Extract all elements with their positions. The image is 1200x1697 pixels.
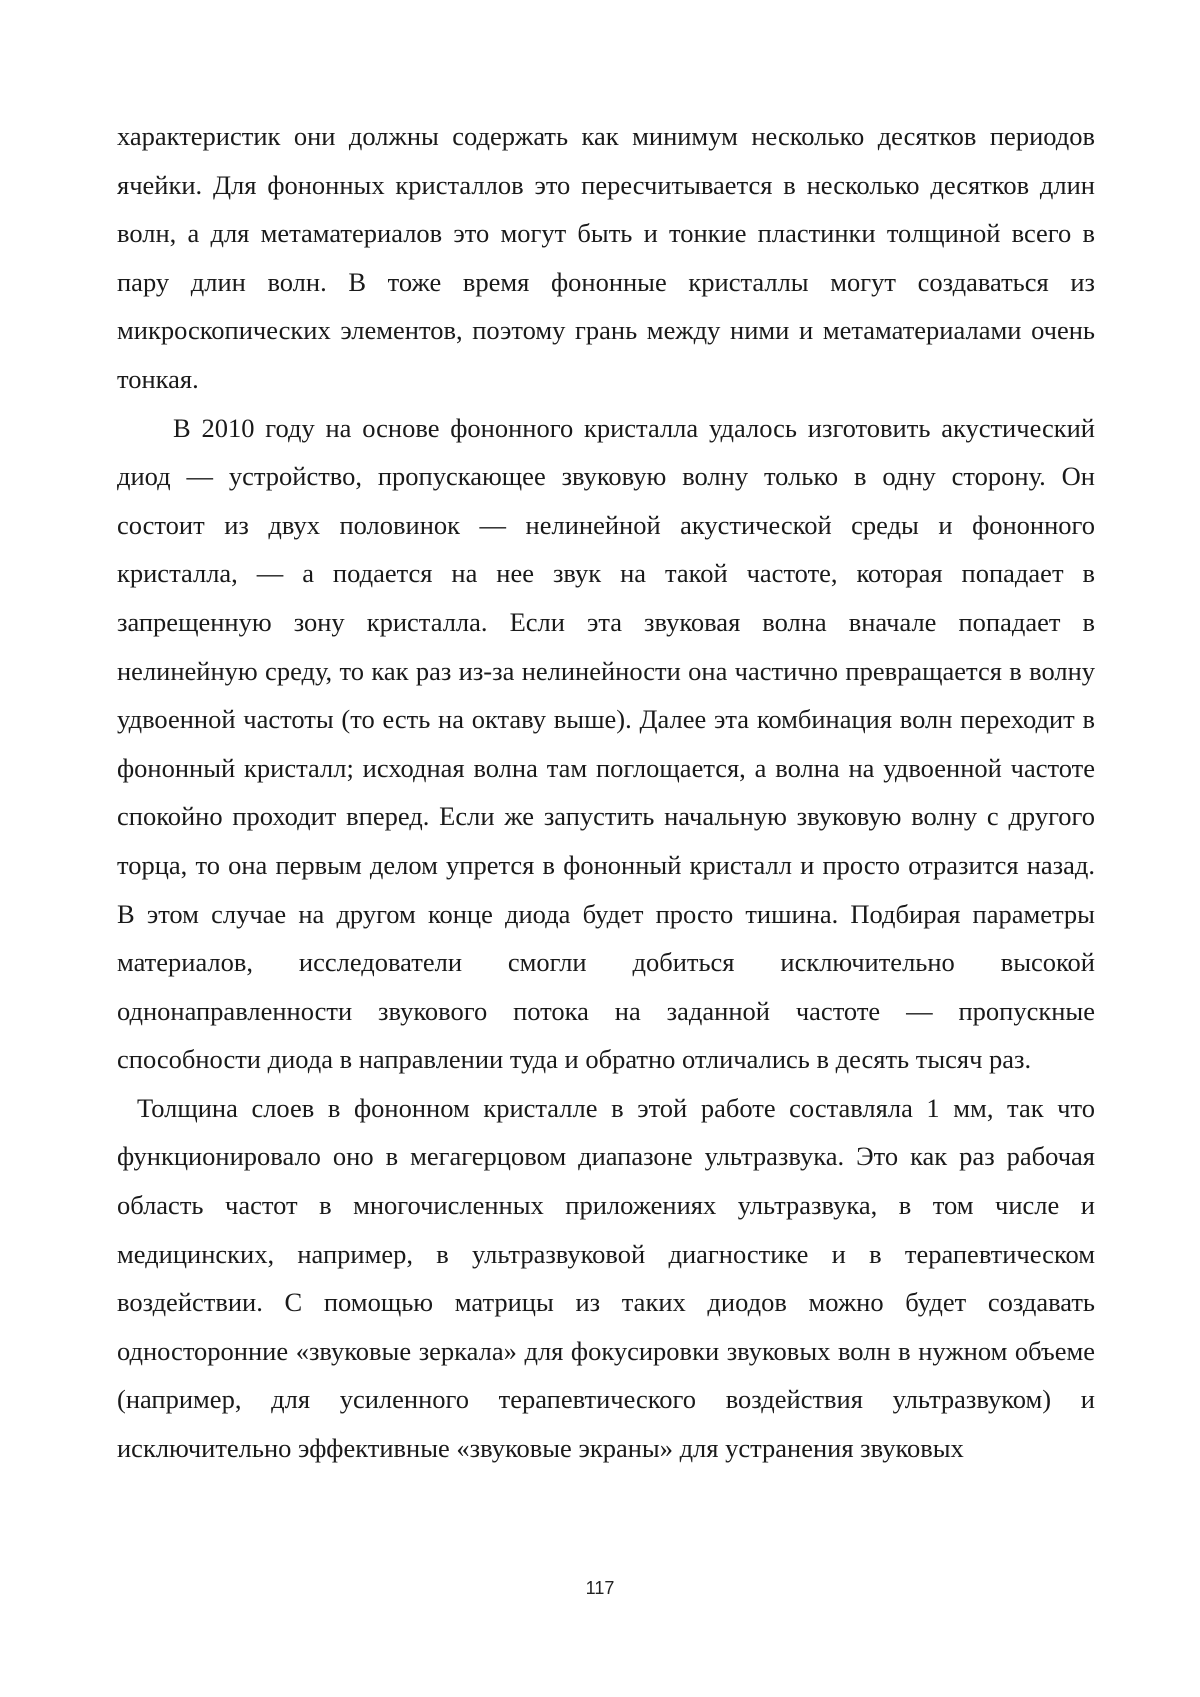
paragraph-continuation: характеристик они должны содержать как минимум несколько десятков периодов ячейки. Для фононных кристаллов это пересчитывается в несколько десятков длин волн, а для метаматериалов это могут быть и тонкие пластинки толщиной всего в пару длин волн. В тоже время фононные кристаллы могут создаваться из микроскопических элементов, поэтому грань между ними и метаматериалами очень тонкая. [117,121,1095,394]
paragraph-acoustic-diode: В 2010 году на основе фононного кристалла удалось изготовить акустический диод — устройство, пропускающее звуковую волну только в одну сторону. Он состоит из двух половинок — нелинейной акустической среды и фононного кристалла, — а подается на нее звук на такой частоте, которая попадает в запрещенную зону кристалла. Если эта звуковая волна вначале попадает в нелинейную среду, то как раз из-за нелинейности она частично превращается в волну удвоенной частоты (то есть на октаву выше). Далее эта комбинация волн переходит в фононный кристалл; исходная волна там поглощается, а волна на удвоенной частоте спокойно проходит вперед. Если же запустить начальную звуковую волну с другого торца, то она первым делом упрется в фононный кристалл и просто отразится назад. В этом случае на другом конце диода будет просто тишина. Подбирая параметры материалов, исследователи смогли добиться исключительно высокой однонаправленности звукового потока на заданной частоте — пропускные способности диода в направлении туда и обратно отличались в десять тысяч раз. [117,412,1095,1075]
paragraph-layer-thickness: Толщина слоев в фононном кристалле в этой работе составляла 1 мм, так что функционировало оно в мегагерцовом диапазоне ультразвука. Это как раз рабочая область частот в многочисленных приложениях ультразвука, в том числе и медицинских, например, в ультразвуковой диагностике и в терапевтическом воздействии. С помощью матрицы из таких диодов можно будет создавать односторонние «звуковые зеркала» для фокусировки звуковых волн в нужном объеме (например, для усиленного терапевтического воздействия ультразвуком) и исключительно эффективные «звуковые экраны» для устранения звуковых [117,1092,1095,1464]
page-number: 117 [585,1578,615,1598]
body-text [117,112,1095,1473]
